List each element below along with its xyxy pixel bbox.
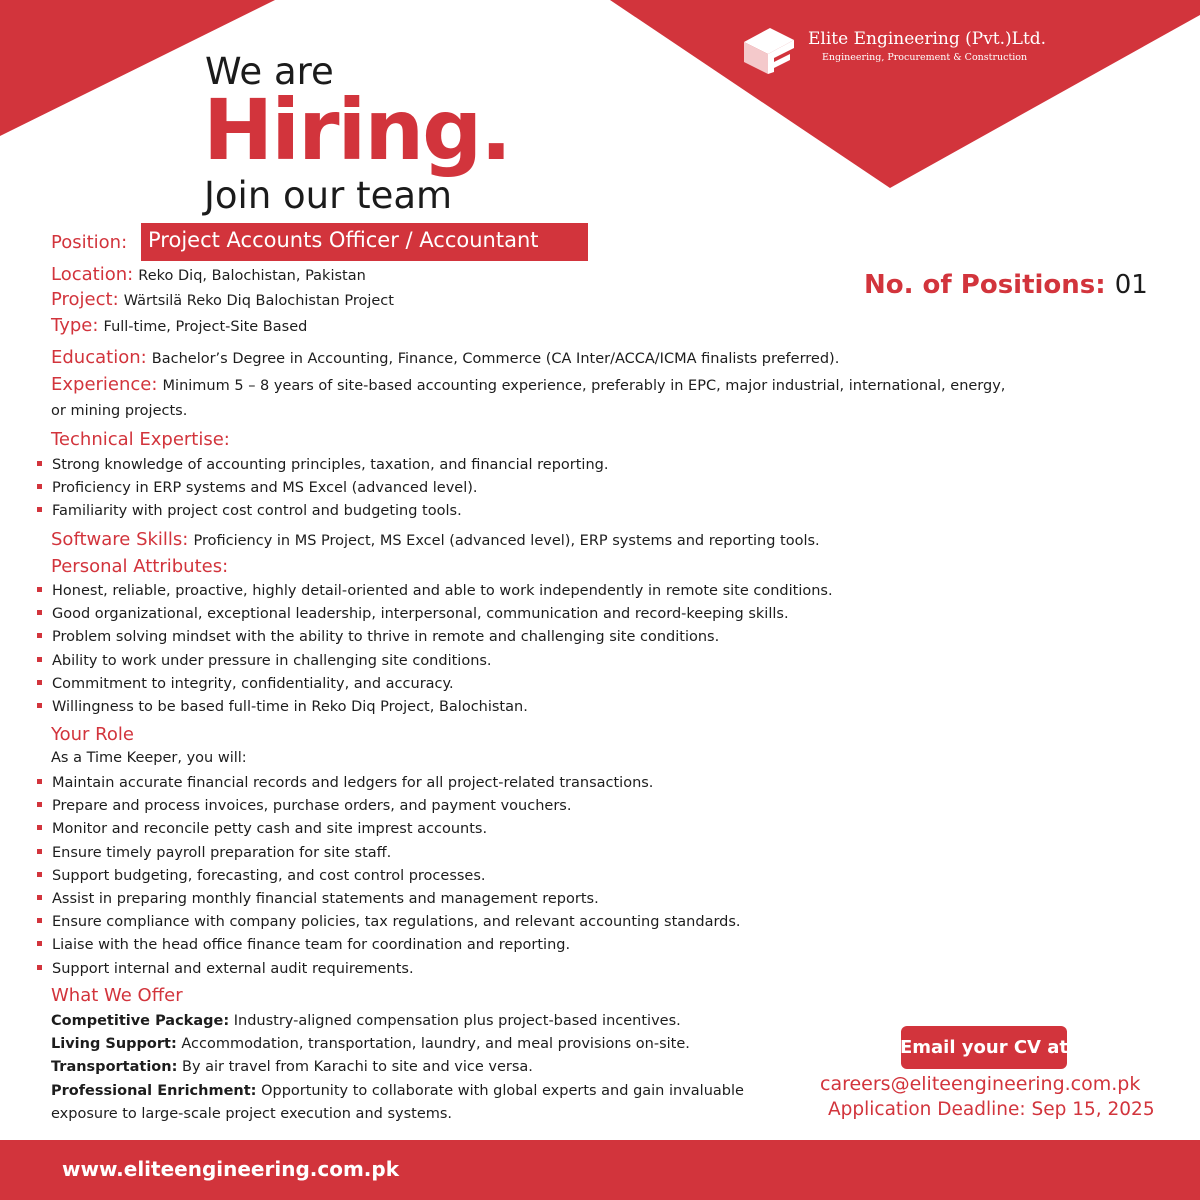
offer-heading: What We Offer	[51, 985, 183, 1006]
software-row	[51, 529, 820, 550]
hero-line-3: Join our team	[204, 174, 453, 217]
hero-line-1: We are	[205, 50, 334, 93]
type-row	[51, 315, 307, 336]
careers-email-link[interactable]: careers@eliteengineering.com.pk	[820, 1073, 1141, 1095]
personal-heading: Personal Attributes:	[51, 556, 229, 577]
list-item: Support internal and external audit requirements.	[37, 959, 741, 982]
list-item: Honest, reliable, proactive, highly detail-oriented and able to work independently in remote site conditions.	[37, 581, 833, 604]
list-item: Support budgeting, forecasting, and cost control processes.	[37, 866, 741, 889]
positions-count-label: No. of Positions:	[864, 270, 1106, 300]
offer-list	[51, 1011, 744, 1127]
location-label: Location:	[51, 264, 134, 285]
offer-living-value: Accommodation, transportation, laundry, and meal provisions on-site.	[176, 1036, 690, 1053]
offer-enrich-value: Opportunity to collaborate with global experts and gain invaluable	[256, 1082, 744, 1099]
project-row	[51, 289, 394, 310]
list-item: Maintain accurate financial records and ledgers for all project-related transactions.	[37, 773, 741, 796]
offer-package-label: Competitive Package:	[51, 1013, 230, 1029]
experience-label: Experience:	[51, 374, 158, 395]
project-value: Wärtsilä Reko Diq Balochistan Project	[123, 293, 394, 309]
offer-living	[51, 1034, 744, 1057]
list-item: Prepare and process invoices, purchase orders, and payment vouchers.	[37, 796, 741, 819]
list-item: Ensure compliance with company policies, tax regulations, and relevant accounting standards.	[37, 912, 741, 935]
list-item: Ability to work under pressure in challenging site conditions.	[37, 651, 833, 674]
technical-list	[37, 455, 608, 525]
offer-enrich-label: Professional Enrichment:	[51, 1082, 257, 1099]
location-row	[51, 264, 366, 285]
education-row	[51, 347, 839, 368]
position-title-badge: Project Accounts Officer / Accountant	[141, 223, 588, 261]
experience-row	[51, 374, 1005, 395]
list-item: Strong knowledge of accounting principles, taxation, and financial reporting.	[37, 455, 608, 478]
list-item: Familiarity with project cost control and budgeting tools.	[37, 501, 608, 524]
list-item: Problem solving mindset with the ability to thrive in remote and challenging site conditions.	[37, 627, 833, 650]
role-intro: As a Time Keeper, you will:	[51, 750, 247, 766]
list-item: Good organizational, exceptional leadership, interpersonal, communication and record-keeping skills.	[37, 604, 833, 627]
experience-value-cont: or mining projects.	[51, 403, 188, 419]
offer-package-value: Industry-aligned compensation plus project-based incentives.	[229, 1013, 681, 1029]
type-value: Full-time, Project-Site Based	[103, 319, 308, 335]
positions-count	[864, 270, 1148, 300]
positions-count-value: 01	[1114, 270, 1148, 300]
software-value: Proficiency in MS Project, MS Excel (advanced level), ERP systems and reporting tools.	[193, 533, 820, 549]
website-link[interactable]: www.eliteengineering.com.pk	[62, 1157, 400, 1181]
list-item: Commitment to integrity, confidentiality, and accuracy.	[37, 674, 833, 697]
experience-value: Minimum 5 – 8 years of site-based accounting experience, preferably in EPC, major industrial, international, energy,	[162, 378, 1006, 394]
company-tagline: Engineering, Procurement & Construction	[822, 52, 1028, 63]
project-label: Project:	[51, 289, 119, 310]
type-label: Type:	[51, 315, 99, 336]
list-item: Assist in preparing monthly financial statements and management reports.	[37, 889, 741, 912]
hero-hiring: Hiring.	[203, 81, 511, 179]
education-label: Education:	[51, 347, 147, 368]
technical-heading: Technical Expertise:	[51, 429, 230, 450]
offer-package	[51, 1011, 744, 1034]
offer-living-label: Living Support:	[51, 1036, 177, 1053]
software-label: Software Skills:	[51, 529, 189, 550]
offer-enrichment-cont: exposure to large-scale project execution and systems.	[51, 1105, 453, 1122]
offer-enrichment	[51, 1081, 744, 1104]
offer-transport-value: By air travel from Karachi to site and vice versa.	[177, 1059, 533, 1076]
email-cv-button[interactable]: Email your CV at	[901, 1026, 1067, 1069]
list-item: Proficiency in ERP systems and MS Excel (advanced level).	[37, 478, 608, 501]
location-value: Reko Diq, Balochistan, Pakistan	[138, 268, 366, 284]
list-item: Liaise with the head office finance team for coordination and reporting.	[37, 935, 741, 958]
position-label: Position:	[51, 232, 128, 253]
list-item: Monitor and reconcile petty cash and site imprest accounts.	[37, 819, 741, 842]
offer-transport	[51, 1057, 744, 1080]
list-item: Ensure timely payroll preparation for site staff.	[37, 843, 741, 866]
application-deadline: Application Deadline: Sep 15, 2025	[828, 1099, 1155, 1120]
education-value: Bachelor’s Degree in Accounting, Finance, Commerce (CA Inter/ACCA/ICMA finalists preferred).	[151, 351, 840, 367]
list-item: Willingness to be based full-time in Reko Diq Project, Balochistan.	[37, 697, 833, 720]
role-list	[37, 773, 741, 982]
role-heading: Your Role	[51, 724, 134, 745]
building-e-logo-icon	[740, 20, 798, 76]
personal-list	[37, 581, 833, 720]
company-name: Elite Engineering (Pvt.)Ltd.	[808, 29, 1047, 49]
offer-transport-label: Transportation:	[51, 1059, 178, 1076]
